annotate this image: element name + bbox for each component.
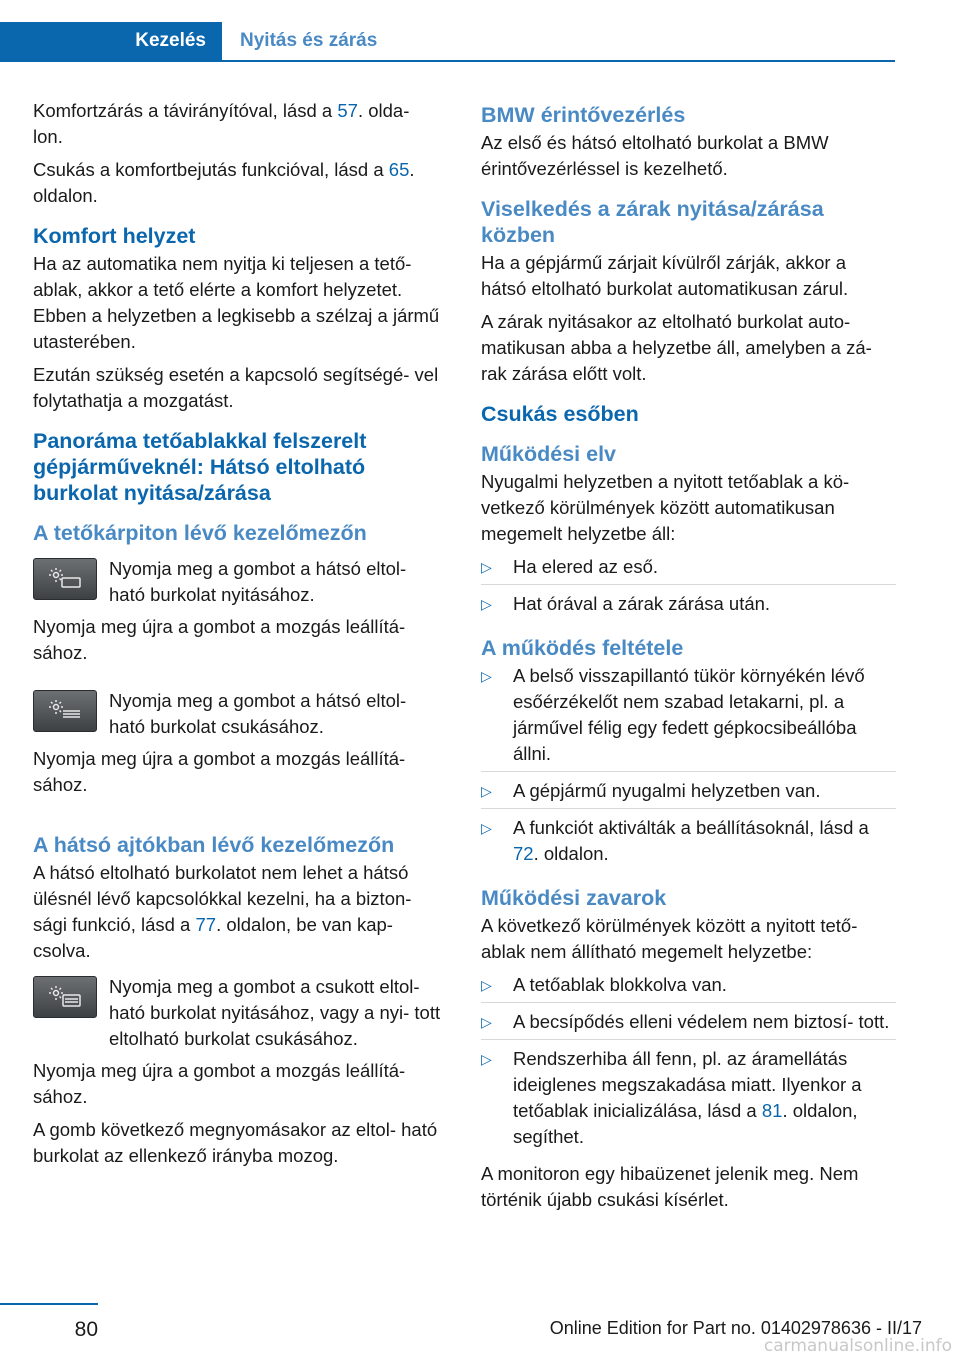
heading-csukas-esoben: Csukás esőben	[481, 402, 639, 426]
header-bar	[0, 0, 895, 62]
text: . olda‐ lon.	[33, 100, 410, 147]
paragraph: A zárak nyitásakor az eltolható burkolat auto‐ matikusan abba a helyzetbe áll, amelyben a zá‐ rak zárása előtt volt.	[481, 311, 872, 384]
paragraph: A monitoron egy hibaüzenet jelenik meg. Nem történik újabb csukási kísérlet.	[481, 1163, 859, 1210]
heading-mukodesi-zavarok: Működési zavarok	[481, 886, 667, 910]
condition-list	[481, 554, 896, 621]
page-link[interactable]: 65	[388, 159, 410, 180]
bullet-triangle-icon: ▷	[481, 783, 492, 799]
paragraph: A következő körülmények között a nyitott tető‐ ablak nem állítható megemelt helyzetbe:	[481, 915, 858, 962]
malfunction-list	[481, 972, 896, 1154]
bullet-triangle-icon: ▷	[481, 559, 492, 575]
text: A hátsó eltolható burkolatot nem lehet a hátsó ülésnél lévő kapcsolókkal kezelni, ha a bizton‐ sági funkció, lásd a	[33, 862, 412, 935]
sunblind-open-button-icon[interactable]	[33, 558, 97, 600]
button-description-text: Nyomja meg a gombot a hátsó eltol‐ ható burkolat nyitásához.	[109, 558, 407, 605]
button-description	[33, 688, 443, 740]
list-item	[481, 663, 896, 772]
bullet-triangle-icon: ▷	[481, 1014, 492, 1030]
list-item-text: A funkciót aktiválták a beállításoknál, lásd a	[513, 817, 869, 838]
list-item	[481, 972, 896, 1003]
paragraph: Ha a gépjármű zárjait kívülről zárják, akkor a hátsó eltolható burkolat automatikusan zárul.	[481, 252, 849, 299]
heading-bmw-erintovezerles: BMW érintővezérlés	[481, 103, 686, 127]
paragraph	[33, 98, 443, 150]
list-item-text: A gépjármű nyugalmi helyzetben van.	[513, 780, 821, 801]
list-item-text: A belső visszapillantó tükör környékén lévő esőérzékelőt nem szabad letakarni, pl. a járművel félig egy fedett gépkocsibeállóba állni.	[513, 665, 865, 764]
list-item	[481, 1046, 896, 1154]
list-item	[481, 815, 896, 871]
button-description	[33, 974, 443, 1052]
text: Csukás a komfortbejutás funkcióval, lásd a	[33, 159, 389, 180]
list-item-text: . oldalon.	[533, 843, 609, 864]
paragraph: Ezután szükség esetén a kapcsoló segítségé‐ vel folytathatja a mozgatást.	[33, 364, 439, 411]
bullet-triangle-icon: ▷	[481, 977, 492, 993]
page-link[interactable]: 77	[195, 914, 217, 935]
page-number: 80	[74, 1318, 98, 1341]
page-link[interactable]: 81	[761, 1100, 783, 1121]
list-item-text: Hat órával a zárak zárása után.	[513, 593, 771, 614]
paragraph: Az első és hátsó eltolható burkolat a BMW érintővezérléssel is kezelhető.	[481, 132, 829, 179]
button-description	[33, 556, 443, 608]
list-item-text: A becsípődés elleni védelem nem biztosí‐ tott.	[513, 1011, 890, 1032]
footer-divider	[0, 1303, 98, 1305]
heading-panorama: Panoráma tetőablakkal felszerelt gépjárműveknél: Hátsó eltolható burkolat nyitása/zárása	[33, 429, 367, 505]
list-item-text: . oldalon, segíthet.	[513, 1100, 858, 1147]
list-item	[481, 1009, 896, 1040]
left-column	[33, 98, 443, 1176]
tab-kezeles[interactable]: Kezelés	[0, 22, 222, 60]
bullet-triangle-icon: ▷	[481, 596, 492, 612]
heading-viselkedes: Viselkedés a zárak nyitása/zárása közben	[481, 197, 824, 247]
button-description-text: Nyomja meg a gombot a csukott eltol‐ ható burkolat nyitásához, vagy a nyi‐ tott eltolható burkolat csukásához.	[109, 976, 441, 1049]
text: . oldalon.	[33, 159, 415, 206]
page-link[interactable]: 57	[337, 100, 358, 121]
page-link[interactable]: 72	[513, 843, 534, 864]
watermark: carmanualsonline.info	[763, 1336, 952, 1356]
list-item	[481, 554, 896, 585]
text: . oldalon, be van kap‐ csolva.	[33, 914, 393, 961]
paragraph: Ha az automatika nem nyitja ki teljesen a tető‐ ablak, akkor a tető elérte a komfort helyzetet. Ebben a helyzetben a legkisebb a szélzaj a jármű utasterében.	[33, 253, 440, 352]
bullet-triangle-icon: ▷	[481, 1051, 492, 1067]
paragraph	[33, 157, 443, 209]
heading-mukodesi-elv: Működési elv	[481, 442, 617, 466]
paragraph: A gomb következő megnyomásakor az eltol‐ ható burkolat az ellenkező irányba mozog.	[33, 1119, 438, 1166]
tab-nyitas-es-zaras[interactable]: Nyitás és zárás	[240, 30, 378, 51]
button-description-text: Nyomja meg a gombot a hátsó eltol‐ ható burkolat csukásához.	[109, 690, 407, 737]
bullet-triangle-icon: ▷	[481, 668, 492, 684]
list-item-text: Ha elered az eső.	[513, 556, 659, 577]
rear-sunblind-button-icon[interactable]	[33, 976, 97, 1018]
header-divider	[0, 60, 895, 62]
edition-text: Online Edition for Part no. 01402978636 - II/17	[549, 1318, 922, 1338]
list-item	[481, 778, 896, 809]
list-item-text: Rendszerhiba áll fenn, pl. az áramellátás ideiglenes megszakadása miatt. Ilyenkor a tetőablak inicializálása, lásd a	[513, 1048, 862, 1121]
list-item-text: A tetőablak blokkolva van.	[513, 974, 727, 995]
heading-komfort-helyzet: Komfort helyzet	[33, 224, 196, 248]
paragraph: Nyomja meg újra a gombot a mozgás leállítá‐ sához.	[33, 748, 406, 795]
right-column	[481, 98, 896, 1220]
heading-hatso-ajtok: A hátsó ajtókban lévő kezelőmezőn	[33, 833, 395, 857]
sunblind-close-button-icon[interactable]	[33, 690, 97, 732]
paragraph: Nyomja meg újra a gombot a mozgás leállítá‐ sához.	[33, 1060, 406, 1107]
bullet-triangle-icon: ▷	[481, 820, 492, 836]
text: Komfortzárás a távirányítóval, lásd a	[33, 100, 338, 121]
requirement-list	[481, 663, 896, 871]
heading-tetokarpit: A tetőkárpiton lévő kezelőmezőn	[33, 521, 367, 545]
heading-mukodes-feltetele: A működés feltétele	[481, 636, 684, 660]
paragraph: Nyomja meg újra a gombot a mozgás leállítá‐ sához.	[33, 616, 406, 663]
list-item	[481, 591, 896, 621]
paragraph: Nyugalmi helyzetben a nyitott tetőablak a kö‐ vetkező körülmények között automatikusan megemelt helyzetbe áll:	[481, 471, 850, 544]
paragraph	[33, 860, 443, 964]
